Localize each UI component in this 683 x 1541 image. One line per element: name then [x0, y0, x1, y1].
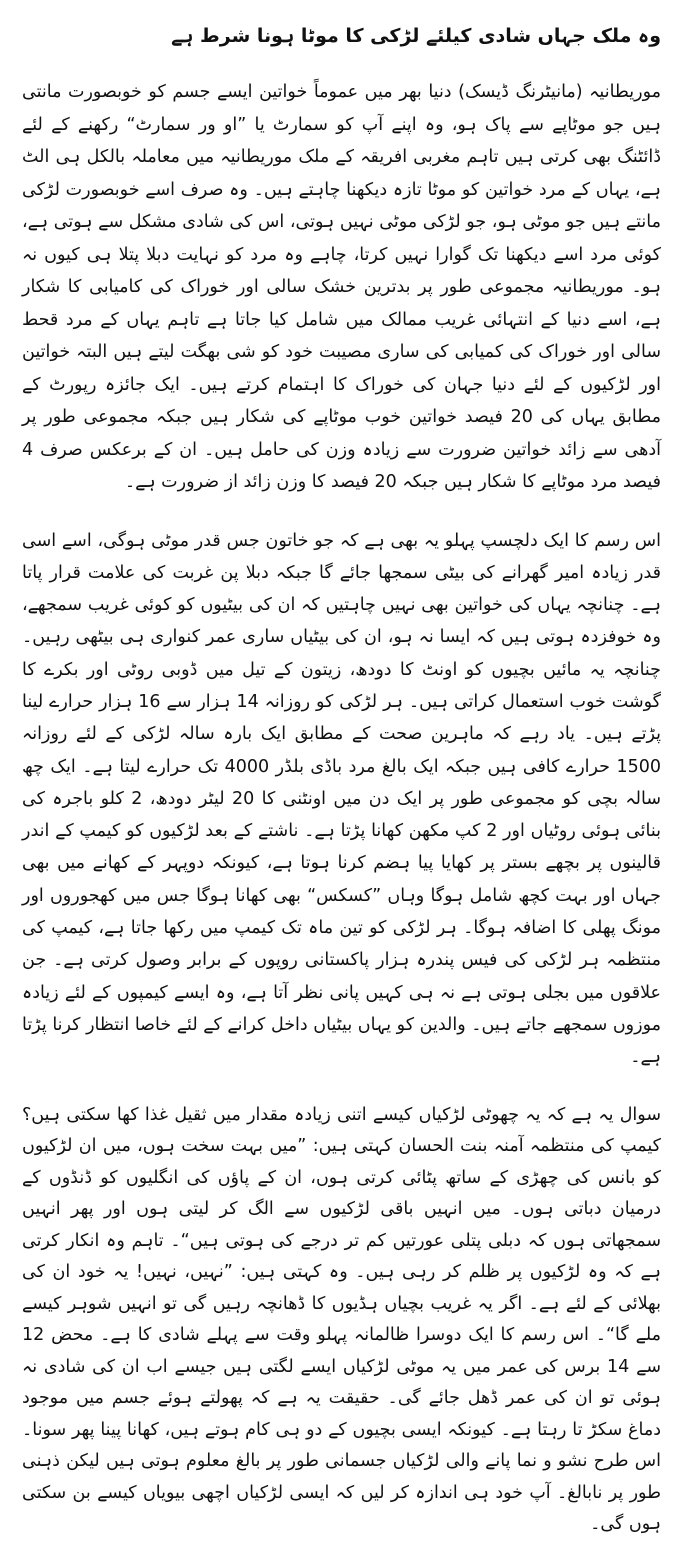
article-headline: وہ ملک جہاں شادی کیلئے لڑکی کا موٹا ہونا شرط ہے — [171, 25, 661, 47]
article-paragraph: اس رسم کا ایک دلچسپ پہلو یہ بھی ہے کہ جو خاتون جس قدر موٹی ہوگی، اسے اسی قدر زیادہ امیر گھرانے کی بیٹی سمجھا جائے گا جبکہ دبلا پن غربت کی علامت قرار پاتا ہے۔ چنانچہ یہاں کی خواتین بھی نہیں چاہتیں کہ ان کی بیٹیوں کو کوئی غریب سمجھے، وہ خوفزدہ ہوتی ہیں کہ ایسا نہ ہو، ان کی بیٹیاں ساری عمر کنواری ہی بیٹھی رہیں۔ چنانچہ یہ مائیں بچیوں کو اونٹ کا دودھ، زیتون کے تیل میں ڈوبی روٹی اور بکرے کا گوشت خوب استعمال کراتی ہیں۔ ہر لڑکی کو روزانہ 14 ہزار سے 16 ہزار حرارے لینا پڑتے ہیں۔ یاد رہے کہ ماہرین صحت کے مطابق ایک بارہ سالہ لڑکی کے لئے روزانہ 1500 حرارے کافی ہیں جبکہ ایک بالغ مرد باڈی بلڈر 4000 تک حرارے لیتا ہے۔ ایک چھ سالہ بچی کو مجموعی طور پر ایک دن میں اونٹنی کا 20 لیٹر دودھ، 2 کلو باجرہ کی بنائی ہوئی روٹیاں اور 2 کپ مکھن کھانا پڑتا ہے۔ ناشتے کے بعد لڑکیوں کو کیمپ کے اندر قالینوں پر بچھے بستر پر کھایا پیا ہضم کرنا ہوتا ہے، کیونکہ دوپہر کے کھانے میں بھی جہاں اور بہت کچھ شامل ہوگا وہاں ”کسکس“ بھی کھانا ہوگا جس میں کھجوروں اور مونگ پھلی کا اضافہ ہوگا۔ ہر لڑکی کو تین ماہ تک کیمپ میں رکھا جاتا ہے، کیمپ کی منتظمہ ہر لڑکی کی فیس پندرہ ہزار پاکستانی روپوں کے برابر وصول کرتی ہے۔ جن علاقوں میں بجلی ہوتی ہے نہ ہی کہیں پانی نظر آتا ہے، وہ ایسے کیمپوں کے لئے زیادہ موزوں سمجھے جاتے ہیں۔ والدین کو یہاں بیٹیاں داخل کرانے کے لئے خاصا انتظار کرنا پڑتا ہے۔ — [22, 530, 662, 1068]
article-paragraph: سوال یہ ہے کہ یہ چھوٹی لڑکیاں کیسے اتنی زیادہ مقدار میں ثقیل غذا کھا سکتی ہیں؟ کیمپ کی منتظمہ آمنہ بنت الحسان کہتی ہیں: ”میں بہت سخت ہوں، میں ان لڑکیوں کو بانس کی چھڑی کے ساتھ پٹائی کرتی ہوں، ان کے پاؤں کی انگلیوں کو ڈنڈوں کے درمیان دباتی ہوں۔ میں انہیں باقی لڑکیوں سے الگ کر لیتی ہوں اور پھر انہیں سمجھاتی ہوں کہ دبلی پتلی عورتیں کم تر درجے کی ہوتی ہیں“۔ تاہم وہ انکار کرتی ہے کہ وہ لڑکیوں پر ظلم کر رہی ہیں۔ وہ کہتی ہیں: ”نہیں، نہیں! یہ خود ان کی بھلائی کے لئے ہے۔ اگر یہ غریب بچیاں ہڈیوں کا ڈھانچہ رہیں گی تو انہیں شوہر کیسے ملے گا“۔ اس رسم کا ایک دوسرا ظالمانہ پہلو وقت سے پہلے شادی کا ہے۔ محض 12 سے 14 برس کی عمر میں یہ موٹی لڑکیاں ایسے لگتی ہیں جیسے اب ان کی شادی نہ ہوئی تو ان کی عمر ڈھل جائے گی۔ حقیقت یہ ہے کہ پھولتے ہوئے جسم میں موجود دماغ سکڑ تا رہتا ہے۔ کیونکہ ایسی بچیوں کے دو ہی کام ہوتے ہیں، کھانا پینا پھر سونا۔ اس طرح نشو و نما پانے والی لڑکیاں جسمانی طور پر بالغ معلوم ہوتی ہیں لیکن ذہنی طور پر نابالغ۔ آپ خود ہی اندازہ کر لیں کہ ایسی لڑکیاں اچھی بیویاں کیسے بن سکتی ہوں گی۔ — [22, 1104, 662, 1535]
article-paragraph: موریطانیہ (مانیٹرنگ ڈیسک) دنیا بھر میں عموماً خواتین ایسے جسم کو خوبصورت مانتی ہیں جو موٹاپے سے پاک ہو، وہ اپنے آپ کو سمارٹ یا ”او ور سمارٹ“ رکھنے کے لئے ڈائٹنگ بھی کرتی ہیں تاہم مغربی افریقہ کے ملک موریطانیہ میں معاملہ بالکل ہی الٹ ہے، یہاں کے مرد خواتین کو موٹا تازہ دیکھنا چاہتے ہیں۔ وہ صرف اسے خوبصورت لڑکی مانتے ہیں جو موٹی ہو، جو لڑکی موٹی نہیں ہوتی، اس کی شادی مشکل سے ہوتی ہے، کوئی مرد اسے دیکھنا تک گوارا نہیں کرتا، چاہے وہ مرد کو نہایت دبلا پتلا ہی کیوں نہ ہو۔ موریطانیہ مجموعی طور پر بدترین خشک سالی اور خوراک کی کامیابی کا شکار ہے، اسے دنیا کے انتہائی غریب ممالک میں شامل کیا جاتا ہے تاہم یہاں کے مرد قحط سالی اور خوراک کی کمیابی کی ساری مصیبت خود کو شی بھگت لیتے ہیں البتہ خواتین اور لڑکیوں کے لئے دنیا جہان کی خوراک کا اہتمام کرتے ہیں۔ ایک جائزہ رپورٹ کے مطابق یہاں کی 20 فیصد خواتین خوب موٹاپے کی شکار ہیں جبکہ مجموعی طور پر آدھی سے زائد خواتین ضرورت سے زیادہ وزن کی حامل ہیں۔ ان کے برعکس صرف 4 فیصد مرد موٹاپے کا شکار ہیں جبکہ 20 فیصد کا وزن زائد از ضرورت ہے۔ — [22, 82, 661, 492]
